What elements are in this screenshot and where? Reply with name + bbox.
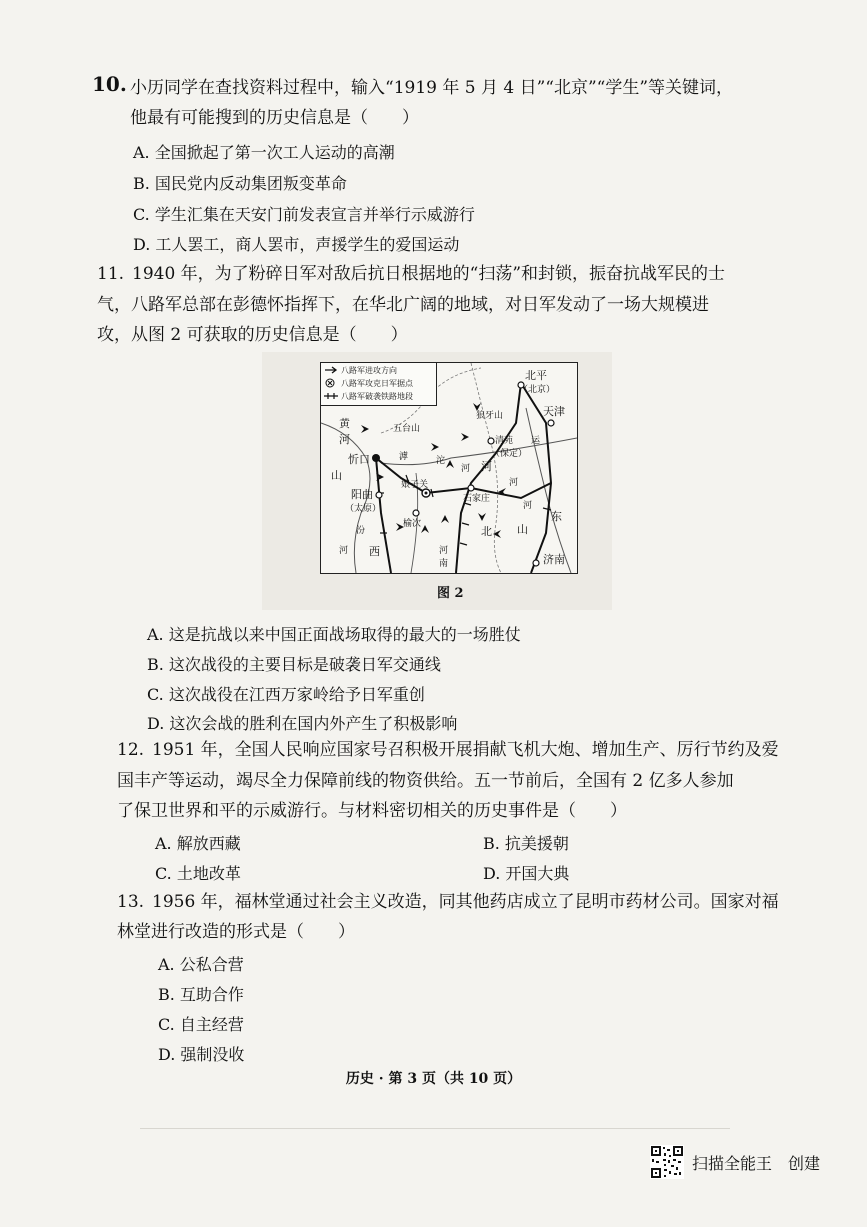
label-he-4: 河 (509, 478, 519, 488)
q13-number: 13. (117, 892, 145, 912)
q11-line3: 攻，从图 2 可获取的历史信息是（ ） (97, 325, 408, 345)
q13-line2: 林堂进行改造的形式是（ ） (117, 922, 355, 942)
map-legend (321, 363, 437, 406)
place-beiping: 北平 (525, 369, 547, 382)
railway-sabotage-icon (324, 392, 338, 400)
label-he-hebei: 河 (481, 460, 492, 473)
q12-number: 12. (117, 740, 145, 760)
place-shijiazhuang: 石家庄 (463, 494, 491, 504)
q10-option-d: D. 工人罢工，商人罢市，声援学生的爱国运动 (133, 235, 460, 254)
q13-line1: 1956 年，福林堂通过社会主义改造，同其他药店成立了昆明市药材公司。国家对福 (152, 892, 779, 912)
q12-option-b: B. 抗美援朝 (483, 834, 569, 853)
place-baoding: （保定） (491, 449, 528, 459)
legend-attack-direction (324, 364, 397, 376)
label-xi: 西 (369, 545, 380, 558)
q12-line3: 了保卫世界和平的示威游行。与材料密切相关的历史事件是（ ） (117, 801, 627, 821)
q11-option-b: B. 这次战役的主要目标是破袭日军交通线 (147, 655, 441, 674)
q13-option-d: D. 强制没收 (158, 1045, 245, 1064)
q11-line1: 1940 年，为了粉碎日军对敌后抗日根据地的“扫荡”和封锁，振奋抗战军民的士 (132, 264, 726, 284)
label-bei: 北 (481, 525, 492, 538)
label-henan-2: 南 (439, 559, 449, 569)
place-wutaishan: 五台山 (393, 424, 421, 434)
scanner-text: 扫描全能王 创建 (692, 1153, 821, 1173)
q13-option-b: B. 互助合作 (158, 985, 244, 1004)
q12-line2: 国丰产等运动，竭尽全力保障前线的物资供给。五一节前后，全国有 2 亿多人参加 (117, 771, 734, 791)
q10-option-a: A. 全国掀起了第一次工人运动的高潮 (133, 143, 395, 162)
qr-code-icon (650, 1145, 684, 1179)
label-he-2: 河 (339, 546, 349, 556)
q11-number: 11. (97, 264, 125, 284)
place-yangqu: 阳曲 (351, 488, 373, 501)
label-fen: 汾 (356, 526, 366, 536)
place-taiyuan: （太原） (345, 504, 382, 514)
figure-2-map (320, 362, 578, 574)
place-langyashan: 狼牙山 (476, 411, 504, 421)
label-henan-1: 河 (439, 546, 449, 556)
label-he-3: 河 (461, 464, 471, 474)
label-huang: 黄 (339, 417, 350, 430)
label-he-5: 河 (523, 501, 533, 511)
label-dong: 东 (551, 510, 562, 523)
q12-line1: 1951 年，全国人民响应国家号召积极开展捐献飞机大炮、增加生产、厉行节约及爱 (152, 740, 779, 760)
figure-caption: 图 2 (437, 586, 464, 601)
q10-line1: 小历同学在查找资料过程中，输入“1919 年 5 月 4 日”“北京”“学生”等关键词， (130, 78, 734, 98)
q11-line2: 气，八路军总部在彭德怀指挥下，在华北广阔的地域，对日军发动了一场大规模进 (97, 295, 709, 315)
q11-option-c: C. 这次战役在江西万家岭给予日军重创 (147, 685, 425, 704)
place-qingyuan: 清苑 (495, 436, 514, 446)
place-niangziguan: 娘子关 (401, 480, 429, 490)
q10-option-c: C. 学生汇集在天安门前发表宣言并举行示威游行 (133, 205, 475, 224)
page-bottom-edge (140, 1128, 730, 1129)
place-beijing: （北京） (519, 385, 556, 395)
label-yun: 运 (531, 436, 541, 446)
legend-label-attack: 八路军进攻方向 (341, 365, 397, 375)
attack-arrow-icon (324, 366, 338, 374)
label-hu: 滹 (399, 452, 409, 462)
q13-option-a: A. 公私合营 (158, 955, 244, 974)
label-shan-2: 山 (517, 523, 528, 536)
captured-stronghold-icon (324, 378, 338, 388)
place-yuci: 榆次 (403, 519, 422, 529)
legend-captured-stronghold (324, 377, 413, 389)
label-he-1: 河 (339, 433, 350, 446)
label-tuo: 沱 (436, 456, 446, 466)
q13-option-c: C. 自主经营 (158, 1015, 244, 1034)
place-xinkou: 忻口 (348, 453, 370, 466)
page-footer: 历史 · 第 3 页（共 10 页） (345, 1071, 522, 1087)
q10-number: 10. (92, 72, 127, 96)
q12-option-a: A. 解放西藏 (155, 834, 241, 853)
legend-label-stronghold: 八路军攻克日军据点 (341, 378, 413, 388)
place-tianjin: 天津 (543, 405, 565, 418)
label-shan: 山 (331, 469, 342, 482)
q11-option-d: D. 这次会战的胜利在国内外产生了积极影响 (147, 714, 458, 733)
q10-option-b: B. 国民党内反动集团叛变革命 (133, 174, 347, 193)
q12-option-d: D. 开国大典 (483, 864, 570, 883)
scanner-watermark (650, 1145, 820, 1179)
q11-option-a: A. 这是抗战以来中国正面战场取得的最大的一场胜仗 (147, 625, 521, 644)
q10-line2: 他最有可能搜到的历史信息是（ ） (130, 108, 419, 128)
place-jinan: 济南 (543, 553, 565, 566)
legend-label-railway: 八路军破袭铁路地段 (341, 391, 413, 401)
q12-option-c: C. 土地改革 (155, 864, 241, 883)
legend-railway-sabotage (324, 390, 413, 402)
